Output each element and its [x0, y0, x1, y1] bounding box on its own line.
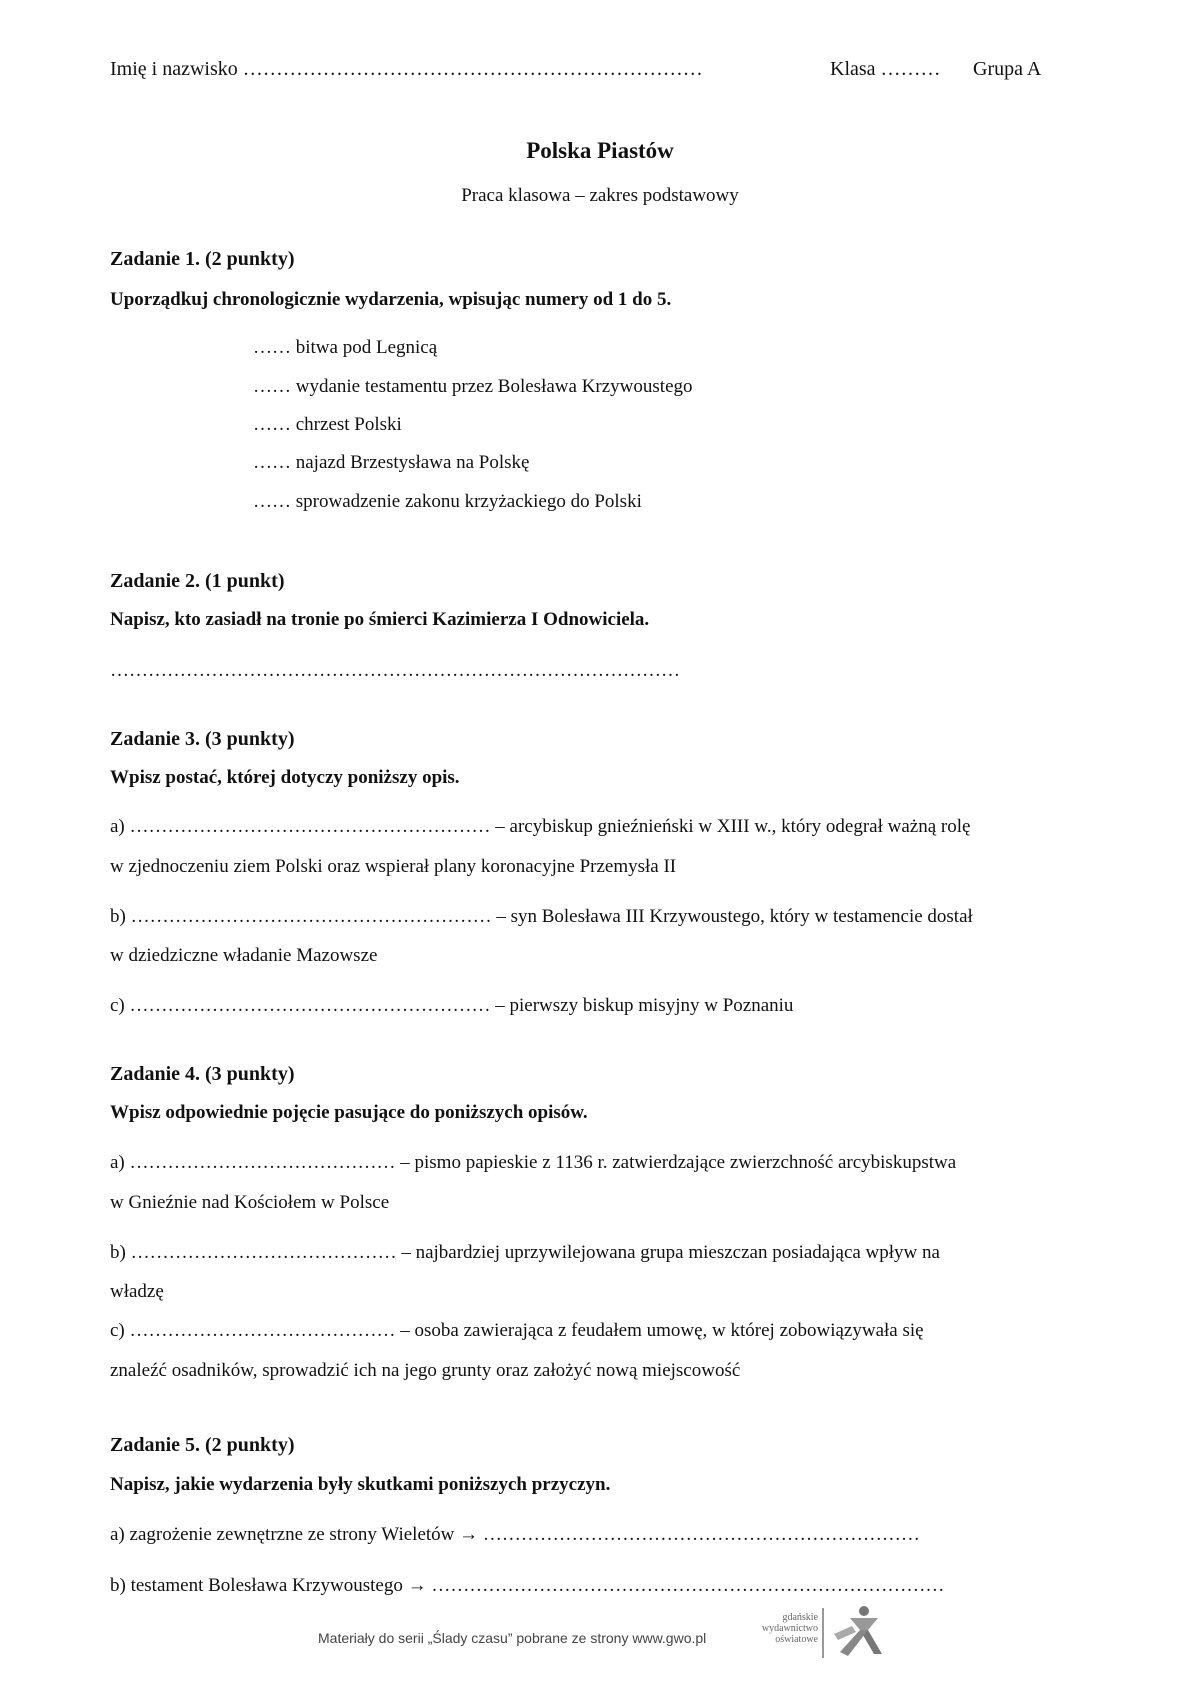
task-5-instruction: Napisz, jakie wydarzenia były skutkami poniższych przyczyn. [110, 1474, 611, 1495]
task-2-number: Zadanie 2. (1 punkt) [110, 570, 285, 592]
logo-line: wydawnictwo [761, 1623, 818, 1634]
logo-line: oświatowe [775, 1634, 818, 1645]
task-3-item-c: c) ………………………………………………… – pierwszy biskup misyjny w Poznaniu [110, 995, 794, 1016]
task-5-item-b: b) testament Bolesława Krzywoustego → ……………………………………………………………………… [110, 1575, 945, 1596]
task-1-number: Zadanie 1. (2 punkty) [110, 248, 295, 270]
task-3-instruction: Wpisz postać, której dotyczy poniższy opis. [110, 767, 460, 788]
task-4-item-c: c) …………………………………… – osoba zawierająca z feudałem umowę, w której zobowiązywała się [110, 1320, 924, 1341]
task-3-item-a-cont: w zjednoczeniu ziem Polski oraz wspierał plany koronacyjne Przemysła II [110, 856, 677, 877]
logo-line: gdańskie [782, 1612, 818, 1623]
task-5-item-a: a) zagrożenie zewnętrzne ze strony Wieletów → …………………………………………………………… [110, 1524, 920, 1545]
page-title: Polska Piastów [526, 138, 674, 163]
task-4-item-a: a) …………………………………… – pismo papieskie z 1136 r. zatwierdzające zwierzchność arcybiskupstwa [110, 1152, 957, 1173]
task-4-item-b-cont: władzę [110, 1281, 164, 1302]
footer-text: Materiały do serii „Ślady czasu” pobrane ze strony www.gwo.pl [318, 1630, 707, 1646]
task-1-item: …… chrzest Polski [253, 414, 402, 435]
task-4-item-c-cont: znaleźć osadników, sprowadzić ich na jego grunty oraz założyć nową miejscowość [110, 1360, 741, 1381]
class-field-label: Klasa ……… [830, 58, 941, 80]
task-1-item: …… wydanie testamentu przez Bolesława Krzywoustego [253, 376, 693, 397]
task-4-number: Zadanie 4. (3 punkty) [110, 1063, 295, 1085]
task-2-answer-line[interactable]: ……………………………………………………………………………… [110, 660, 680, 681]
page-subtitle: Praca klasowa – zakres podstawowy [461, 185, 739, 206]
task-1-item: …… sprowadzenie zakonu krzyżackiego do Polski [253, 491, 642, 512]
task-4-item-b: b) …………………………………… – najbardziej uprzywilejowana grupa mieszczan posiadająca wpływ na [110, 1242, 940, 1263]
task-3-item-b: b) ………………………………………………… – syn Bolesława III Krzywoustego, który w testamencie dostał [110, 906, 973, 927]
task-3-item-b-cont: w dziedziczne władanie Mazowsze [110, 945, 378, 966]
logo-divider [822, 1608, 824, 1658]
group-label: Grupa A [973, 58, 1042, 80]
name-field-label: Imię i nazwisko …………………………………………………………… [110, 58, 703, 80]
task-3-number: Zadanie 3. (3 punkty) [110, 728, 295, 750]
task-4-instruction: Wpisz odpowiednie pojęcie pasujące do poniższych opisów. [110, 1102, 588, 1123]
task-4-item-a-cont: w Gnieźnie nad Kościołem w Polsce [110, 1192, 390, 1213]
gwo-logo-text [742, 1612, 818, 1645]
task-5-number: Zadanie 5. (2 punkty) [110, 1434, 295, 1456]
task-1-instruction: Uporządkuj chronologicznie wydarzenia, wpisując numery od 1 do 5. [110, 289, 672, 310]
task-2-instruction: Napisz, kto zasiadł na tronie po śmierci Kazimierza I Odnowiciela. [110, 609, 650, 630]
task-1-item: …… bitwa pod Legnicą [253, 337, 438, 358]
gwo-figure-icon [830, 1604, 890, 1665]
task-3-item-a: a) ………………………………………………… – arcybiskup gnieźnieński w XIII w., który odegrał ważną rolę [110, 816, 971, 837]
task-1-item: …… najazd Brzestysława na Polskę [253, 452, 530, 473]
